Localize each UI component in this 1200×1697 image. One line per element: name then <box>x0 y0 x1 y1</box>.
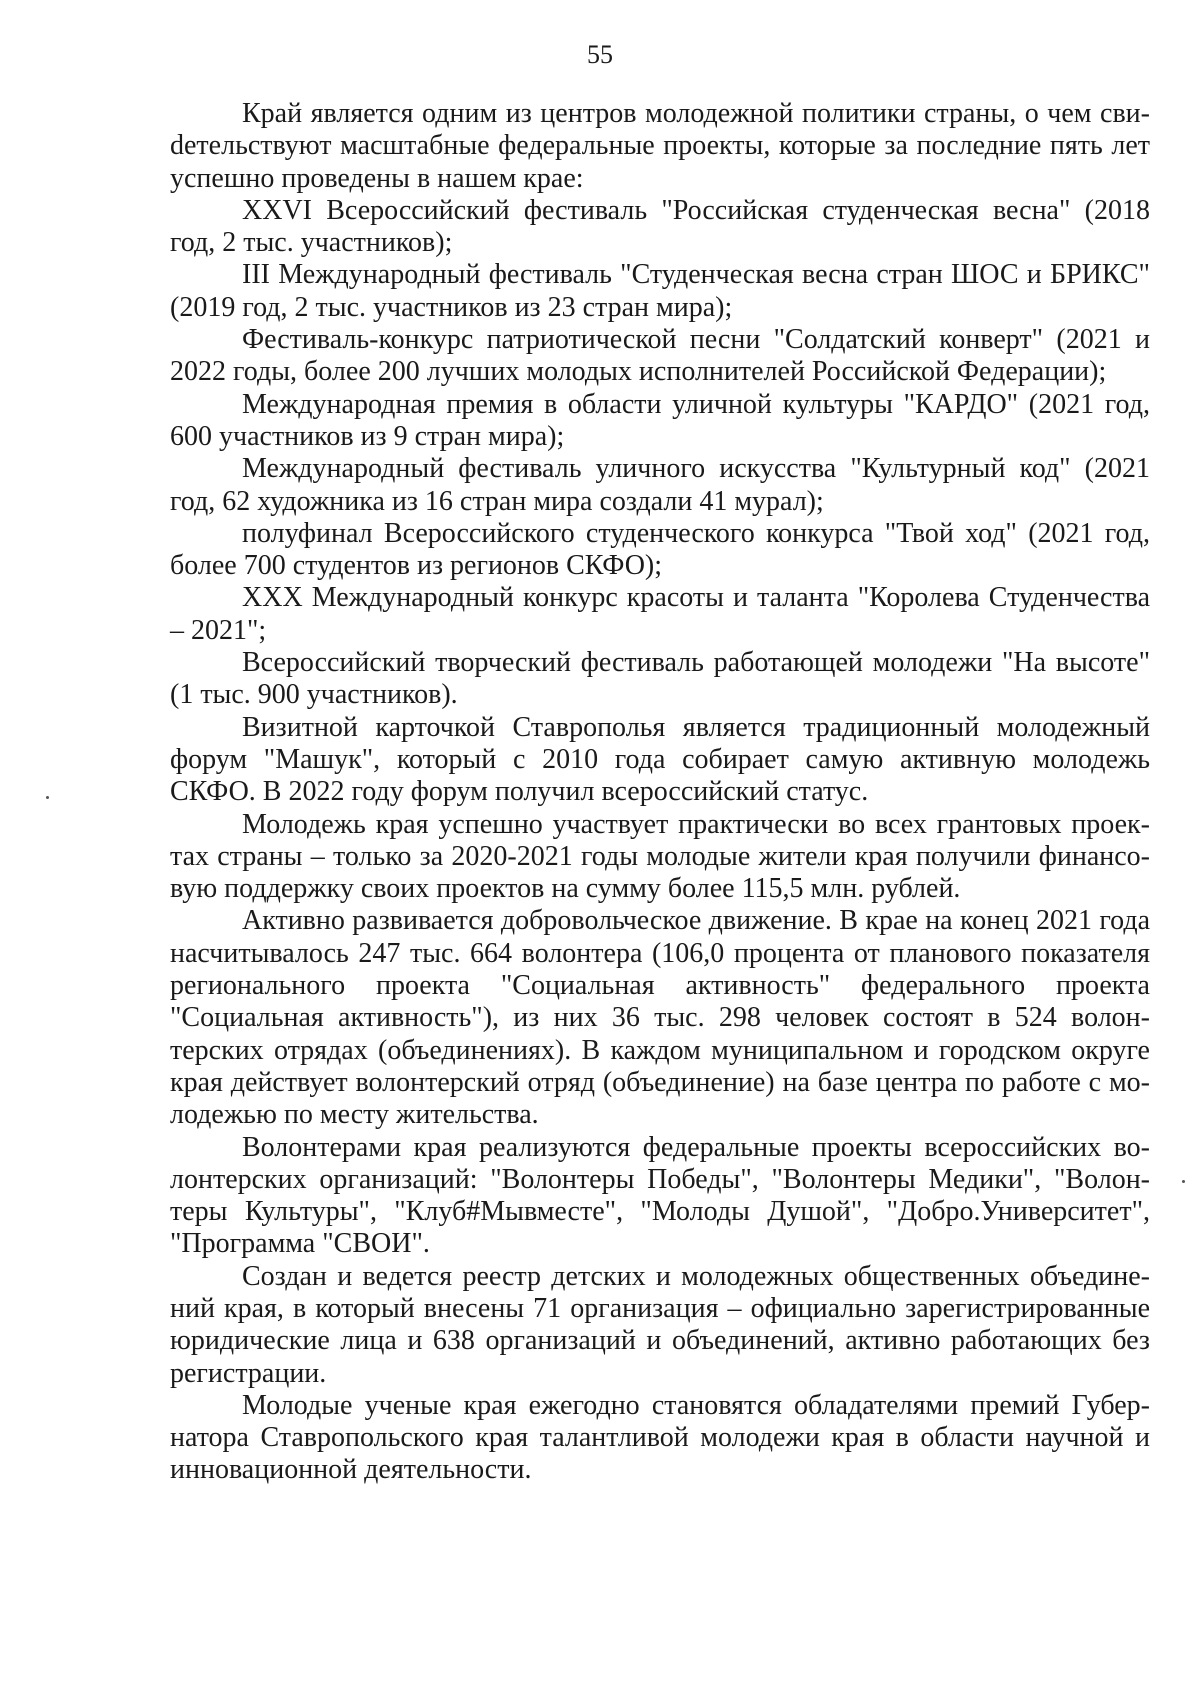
paragraph-registry: Создан и ведется реестр детских и молодежных общественных объединений края, в который внесены 71 организация – официально зарегистрированные юридические лица и 638 организаций и объединений, активно работающих без регистрации. <box>170 1260 1150 1389</box>
paragraph-grants: Молодежь края успешно участвует практически во всех грантовых проектах страны – только за 2020-2021 годы молодые жители края получили финансовую поддержку своих проектов на сумму более 115,5 млн. рублей. <box>170 808 1150 905</box>
list-item-student-queen: XXX Международный конкурс красоты и таланта "Королева Студенчества – 2021"; <box>170 582 1150 646</box>
paragraph-volunteering: Активно развивается добровольческое движение. В крае на конец 2021 года насчитывалось 247 тыс. 664 волонтера (106,0 процента от планового показателя регионального проекта "Социальная активность" федерального проекта "Социальная активность"), из них 36 тыс. 298 человек состоят в 524 волонтерских отрядах (объединениях). В каждом муниципальном и городском округе края действует волонтерский отряд (объединение) на базе центра по работе с молодежью по месту жительства. <box>170 905 1150 1131</box>
list-item-culture-code: Международный фестиваль уличного искусства "Культурный код" (2021 год, 62 художника из 16 стран мира создали 41 мурал); <box>170 453 1150 517</box>
scan-speck <box>46 796 49 799</box>
paragraph-intro: Край является одним из центров молодежной политики страны, о чем свиdетельствуют масштабные федеральные проекты, которые за последние пять лет успешно проведены в нашем крае: <box>170 98 1150 194</box>
list-item-sco-brics: III Международный фестиваль "Студенческая весна стран ШОС и БРИКС" (2019 год, 2 тыс. участников из 23 стран мира); <box>170 259 1150 323</box>
paragraph-young-scientists: Молодые ученые края ежегодно становятся обладателями премий Губернатора Ставропольского края талантливой молодежи края в области научной и инновационной деятельности. <box>170 1389 1150 1486</box>
paragraph-volunteer-projects: Волонтерами края реализуются федеральные проекты всероссийских волонтерских организаций: "Волонтеры Победы", "Волонтеры Медики", "Волонтеры Культуры", "Клуб#Мывместе", "Молоды Душой", "Добро.Университет", "Программа "СВОИ". <box>170 1131 1150 1260</box>
scan-speck <box>1182 1180 1185 1183</box>
list-item-your-move: полуфинал Всероссийского студенческого конкурса "Твой ход" (2021 год, более 700 студентов из регионов СКФО); <box>170 517 1150 582</box>
document-body <box>170 98 1150 1487</box>
list-item-soldier-envelope: Фестиваль-конкурс патриотической песни "Солдатский конверт" (2021 и 2022 годы, более 200 лучших молодых исполнителей Российской Федерации); <box>170 324 1150 388</box>
list-item-student-spring: XXVI Всероссийский фестиваль "Российская студенческая весна" (2018 год, 2 тыс. участников); <box>170 194 1150 259</box>
paragraph-mashuk-forum: Визитной карточкой Ставрополья является традиционный молодежный форум "Машук", который с 2010 года собирает самую активную молодежь СКФО. В 2022 году форум получил всероссийский статус. <box>170 711 1150 808</box>
list-item-kardo: Международная премия в области уличной культуры "КАРДО" (2021 год, 600 участников из 9 стран мира); <box>170 388 1150 452</box>
list-item-on-height: Всероссийский творческий фестиваль работающей молодежи "На высоте" (1 тыс. 900 участников). <box>170 647 1150 711</box>
page-number: 55 <box>587 40 613 69</box>
